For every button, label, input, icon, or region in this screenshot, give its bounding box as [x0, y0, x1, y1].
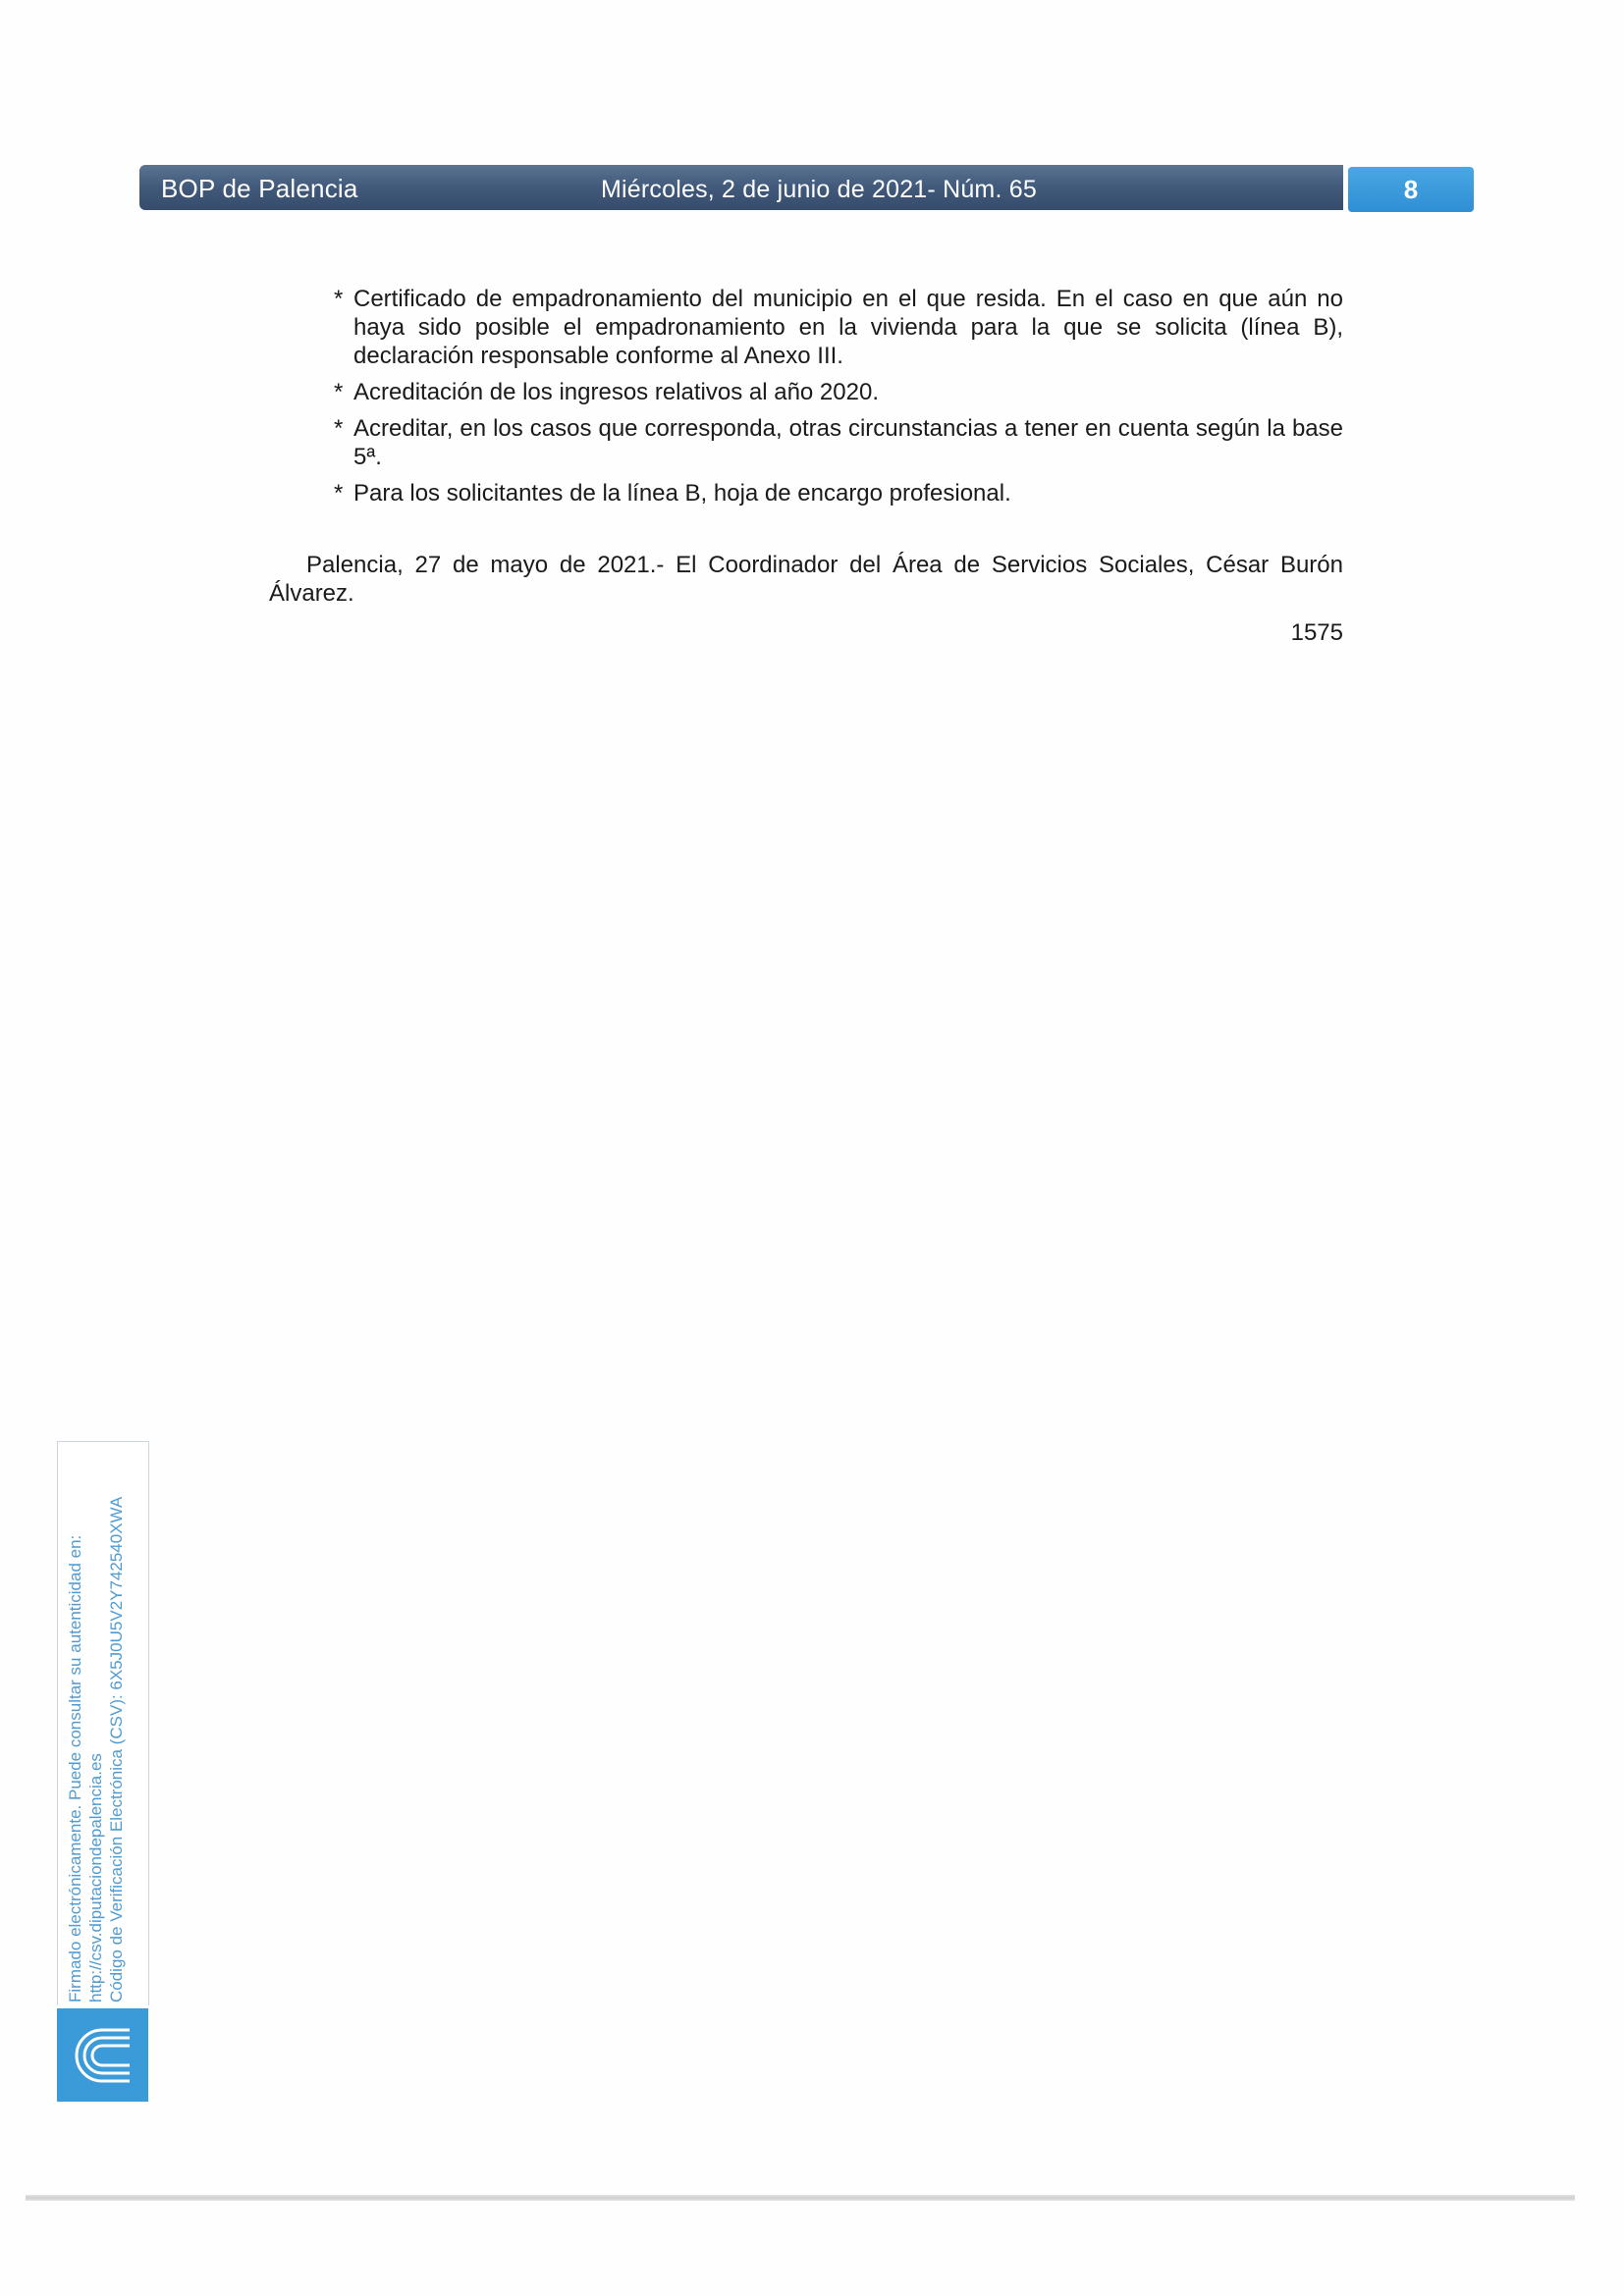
header-bar	[139, 165, 1343, 210]
bullet-marker: *	[334, 286, 344, 312]
list-item	[334, 378, 1343, 406]
list-item-text: Para los solicitantes de la línea B, hoja de encargo profesional.	[353, 480, 1011, 507]
list-item-text: Certificado de empadronamiento del municipio en el que resida. En el caso en que aún no haya sido posible el empadronamiento en la vivienda para la que se solicita (línea B), declaración responsable conforme al Anexo III.	[353, 286, 1343, 369]
issue-date: Miércoles, 2 de junio de 2021- Núm. 65	[601, 176, 1037, 203]
page-number-badge: 8	[1348, 167, 1474, 212]
list-item-text: Acreditación de los ingresos relativos al año 2020.	[353, 379, 879, 405]
reference-number: 1575	[1290, 619, 1343, 646]
requirements-list	[334, 285, 1343, 515]
publication-title: BOP de Palencia	[161, 174, 358, 203]
diputacion-logo-icon	[57, 2008, 148, 2102]
signature-line-1: Firmado electrónicamente. Puede consultar su autenticidad en:	[66, 1534, 84, 2002]
scan-edge-line	[26, 2195, 1575, 2201]
list-item	[334, 479, 1343, 507]
bullet-marker: *	[334, 379, 344, 405]
electronic-signature-text	[65, 1441, 151, 2002]
signature-link[interactable]: http://csv.diputaciondepalencia.es	[86, 1753, 105, 2002]
list-item	[334, 285, 1343, 370]
closing-signature-text: Palencia, 27 de mayo de 2021.- El Coordinador del Área de Servicios Sociales, César Burón Álvarez.	[269, 552, 1343, 607]
list-item-text: Acreditar, en los casos que corresponda, otras circunstancias a tener en cuenta según la base 5ª.	[353, 415, 1343, 470]
signature-csv-code: Código de Verificación Electrónica (CSV): 6X5J0U5V2Y742540XWA	[107, 1496, 126, 2002]
bullet-marker: *	[334, 415, 344, 442]
bullet-marker: *	[334, 480, 344, 507]
logo-arcs-icon	[75, 2026, 132, 2085]
list-item	[334, 414, 1343, 471]
